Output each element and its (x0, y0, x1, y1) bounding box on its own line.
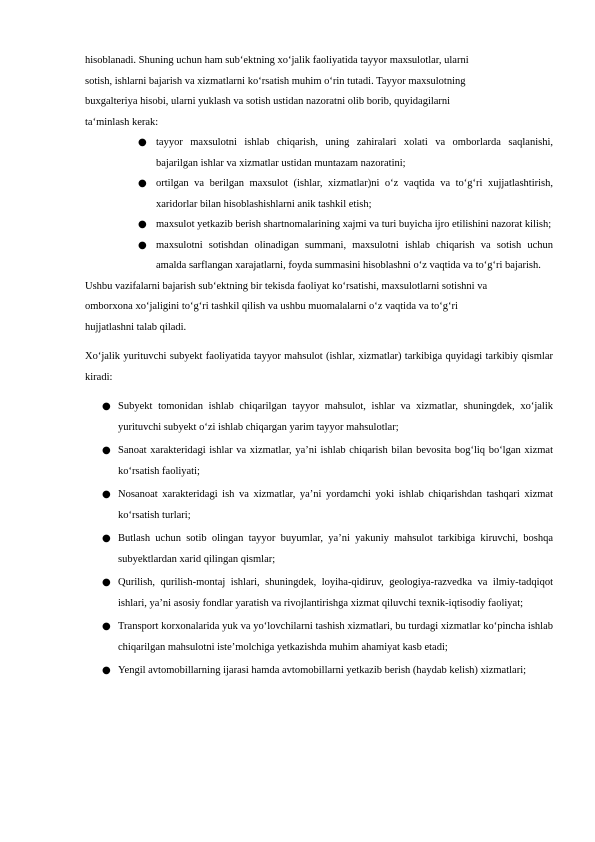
list-item (85, 573, 553, 614)
bullet-icon: ● (102, 401, 111, 412)
summary-line: Ushbu vazifalarni bajarish sub‘ektning bir tekisda faoliyat ko‘rsatishi, maxsulotlarni sotishni va (85, 280, 488, 292)
list-item (85, 529, 553, 570)
list-item-text: maxsulotni sotishdan olinadigan summani, maxsulotni ishlab chiqarish va sotish uchun amalda sarflangan xarajatlarni, foyda summasini hisoblashni o‘z vaqtida va to‘g‘ri bajarish. (156, 239, 553, 271)
bullet-icon: ● (138, 239, 147, 251)
list-item-text: Qurilish, qurilish-montaj ishlari, shuningdek, loyiha-qidiruv, geologiya-razvedka va ilmiy-tadqiqot ishlari, ya’ni asosiy fondlar yaratish va rivojlantirishga xizmat qiluvchi texnik-iqtisodiy faoliyat; (118, 577, 553, 609)
list-item-text: Yengil avtomobillarning ijarasi hamda avtomobillarni yetkazib berish (haydab kelish) xizmatlari; (118, 665, 527, 676)
intro-line: sotish, ishlarni bajarish va xizmatlarni ko‘rsatish muhim o‘rin tutadi. Tayyor maxsulotning (85, 75, 466, 87)
list-item (138, 133, 553, 174)
bullet-icon: ● (102, 445, 111, 456)
list-item (138, 174, 553, 215)
intro-line: ta‘minlash kerak: (85, 116, 159, 128)
bullet-icon: ● (138, 178, 147, 189)
list-item (85, 661, 553, 682)
list-item (85, 485, 553, 526)
list-item (85, 441, 553, 482)
list-item-text: maxsulot yetkazib berish shartnomalarining xajmi va turi buyicha ijro etilishini nazorat kilish; (156, 219, 552, 230)
bullet-icon: ● (102, 621, 111, 632)
summary-line: hujjatlashni talab qiladi. (85, 321, 187, 333)
components-list (85, 397, 553, 682)
list-item-text: Transport korxonalarida yuk va yo‘lovchilarni tashish xizmatlari, bu turdagi xizmatlar ko‘pincha ishlab chiqarilgan mahsulotni iste’molchiga yetkazishda muhim ahamiyat kasb etadi; (118, 621, 553, 653)
bullet-icon: ● (102, 577, 111, 588)
summary-paragraph (85, 277, 553, 339)
list-item-text: Subyekt tomonidan ishlab chiqarilgan tayyor mahsulot, ishlar va xizmatlar, shuningdek, xo‘jalik yurituvchi subyekt o‘zi ishlab chiqargan yarim tayyor mahsulotlar; (118, 401, 553, 433)
bullet-icon: ● (138, 219, 147, 230)
document-page (85, 51, 553, 682)
bullet-icon: ● (138, 137, 147, 148)
list-item (85, 617, 553, 658)
bullet-icon: ● (102, 489, 111, 500)
list-item (85, 397, 553, 438)
list-item-text: Butlash uchun sotib olingan tayyor buyumlar, ya’ni yakuniy mahsulot tarkibiga kiruvchi, boshqa subyektlardan xarid qilingan qismlar; (118, 533, 553, 565)
bullet-icon: ● (102, 665, 111, 676)
tasks-list (138, 133, 553, 277)
bullet-icon: ● (102, 533, 111, 544)
list-item-text: Sanoat xarakteridagi ishlar va xizmatlar, ya’ni ishlab chiqarish bilan bevosita bog‘liq bo‘lgan xizmat ko‘rsatish faoliyati; (118, 445, 553, 477)
list-item (138, 236, 553, 277)
intro-line: buxgalteriya hisobi, ularni yuklash va sotish ustidan nazoratni olib borib, quyidagilarni (85, 96, 451, 107)
list-item-text: Nosanoat xarakteridagi ish va xizmatlar, ya’ni yordamchi yoki ishlab chiqarishdan tashqari xizmat ko‘rsatish turlari; (118, 489, 553, 521)
intro-paragraph (85, 51, 553, 133)
list-item-text: ortilgan va berilgan maxsulot (ishlar, xizmatlar)ni o‘z vaqtida va to‘g‘ri xujjatlashtirish, xaridorlar bilan hisoblashishlarni anik tashkil etish; (156, 178, 553, 210)
intro-line: hisoblanadi. Shuning uchun ham sub‘ektning xo‘jalik faoliyatida tayyor maxsulotlar, ularni (85, 55, 469, 66)
list-item (138, 215, 553, 236)
summary-line: omborxona xo‘jaligini to‘g‘ri tashkil qilish va ushbu muomalalarni o‘z vaqtida va to‘g‘ri (85, 301, 458, 312)
composition-intro: Xo‘jalik yurituvchi subyekt faoliyatida tayyor mahsulot (ishlar, xizmatlar) tarkibiga quyidagi tarkibiy qismlar kiradi: (85, 351, 553, 383)
list-item-text: tayyor maxsulotni ishlab chiqarish, uning zahiralari xolati va omborlarda saqlanishi, bajarilgan ishlar va xizmatlar ustidan muntazam nazoratini; (156, 137, 553, 169)
